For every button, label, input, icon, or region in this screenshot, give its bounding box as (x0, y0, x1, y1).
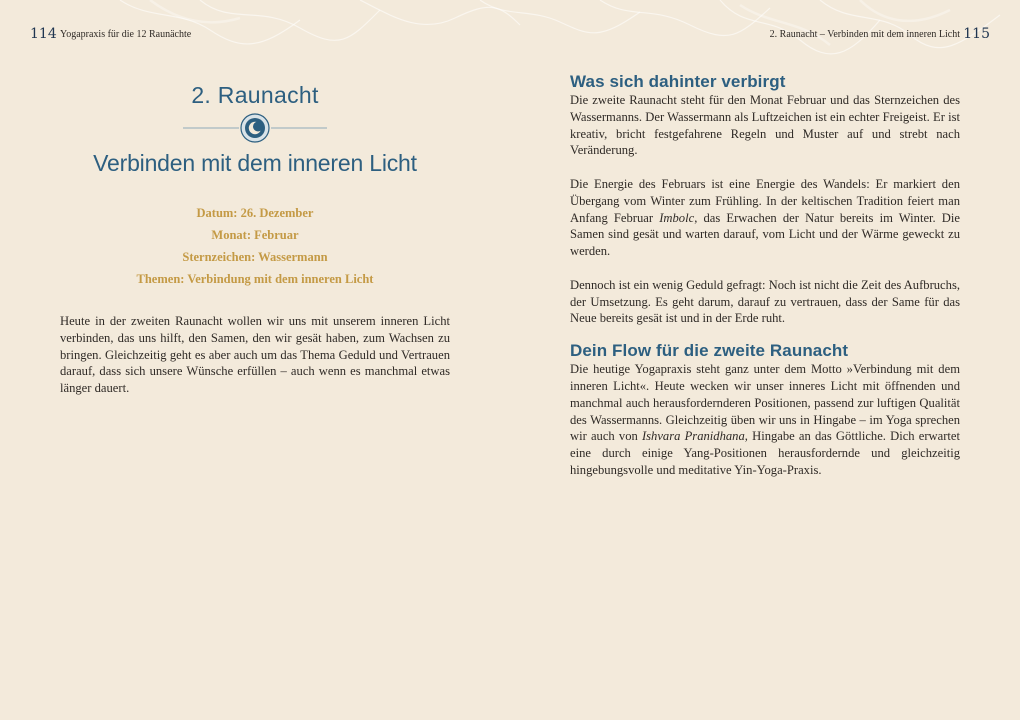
paragraph-february-start: Die Energie des Februars ist eine Energie des Wandels: Er markiert den Übergang vom Winter zum Frühling. In der keltischen Tradition feiert man Anfang Februar (570, 176, 960, 225)
meta-themes: Themen: Verbindung mit dem inneren Licht (136, 272, 374, 286)
meta-date: Datum: 26. Dezember (196, 206, 314, 220)
paragraph-february (570, 176, 960, 260)
term-ishvara-pranidhana: Ishvara Pranidhana (641, 429, 745, 444)
chapter-number: 2. Raunacht (191, 82, 319, 108)
term-imbolc: Imbolc (659, 210, 695, 225)
paragraph-flow (570, 361, 960, 479)
moon-circle-ornament-icon (183, 112, 327, 144)
right-page (510, 0, 1020, 720)
right-column (570, 72, 960, 479)
paragraph-aquarius: Die zweite Raunacht steht für den Monat Februar und das Sternzeichen des Wassermanns. Der Wassermann als Luftzeichen ist ein echter Freigeist. Er ist kreativ, bricht festgefahrene Regeln und Muster auf und strebt nach Veränderung. (570, 93, 960, 158)
paragraph-patience: Dennoch ist ein wenig Geduld gefragt: Noch ist nicht die Zeit des Aufbruchs, der Umsetzung. Es geht darum, darauf zu vertrauen, dass der Same für das Neue bereits gesät ist und in der Erde ruht. (570, 277, 960, 326)
intro-paragraph: Heute in der zweiten Raunacht wollen wir uns mit unserem inneren Licht verbinden, das uns hilft, den Samen, den wir gesät haben, zum Wachsen zu bringen. Gleichzeitig geht es aber auch um das Thema Geduld und Vertrauen darauf, dass sich unsere Wünsche erfüllen – auch wenn es manchmal etwas länger dauert. (60, 314, 450, 396)
page-number-right: 115 (963, 26, 990, 42)
meta-month: Monat: Februar (211, 228, 299, 242)
section-heading-background: Was sich dahinter verbirgt (570, 72, 786, 91)
paragraph-february-end: , das Erwachen der Natur bereits im Winter. Die Samen sind gesät und warten darauf, vom Licht und der Wärme geweckt zu werden. (570, 210, 960, 259)
section-heading-flow: Dein Flow für die zweite Raunacht (570, 341, 849, 361)
running-head-left: Yogapraxis für die 12 Raunächte (60, 29, 192, 40)
paragraph-flow-end: , Hingabe an das Göttliche. Dich erwartet eine durch einige Yang-Positionen herausfordernde und gleichzeitig hingebungsvolle und meditative Yin-Yoga-Praxis. (570, 429, 961, 477)
paragraph-flow-start: Die heutige Yogapraxis steht ganz unter dem Motto »Verbindung mit dem inneren Licht«. Heute wecken wir unser inneres Licht mit öffnenden und manchmal auch herausfordernderen Positionen, passend zur luftigen Qualität des Wassermanns. Gleichzeitig üben wir uns in Hingabe – im Yoga sprechen wir auch von (570, 362, 960, 444)
running-head-right: 2. Raunacht – Verbinden mit dem inneren Licht (769, 29, 960, 40)
meta-zodiac: Sternzeichen: Wassermann (182, 250, 328, 264)
page-number-left: 114 (30, 26, 57, 42)
chapter-meta (60, 202, 450, 290)
chapter-title: Verbinden mit dem inneren Licht (93, 150, 417, 176)
